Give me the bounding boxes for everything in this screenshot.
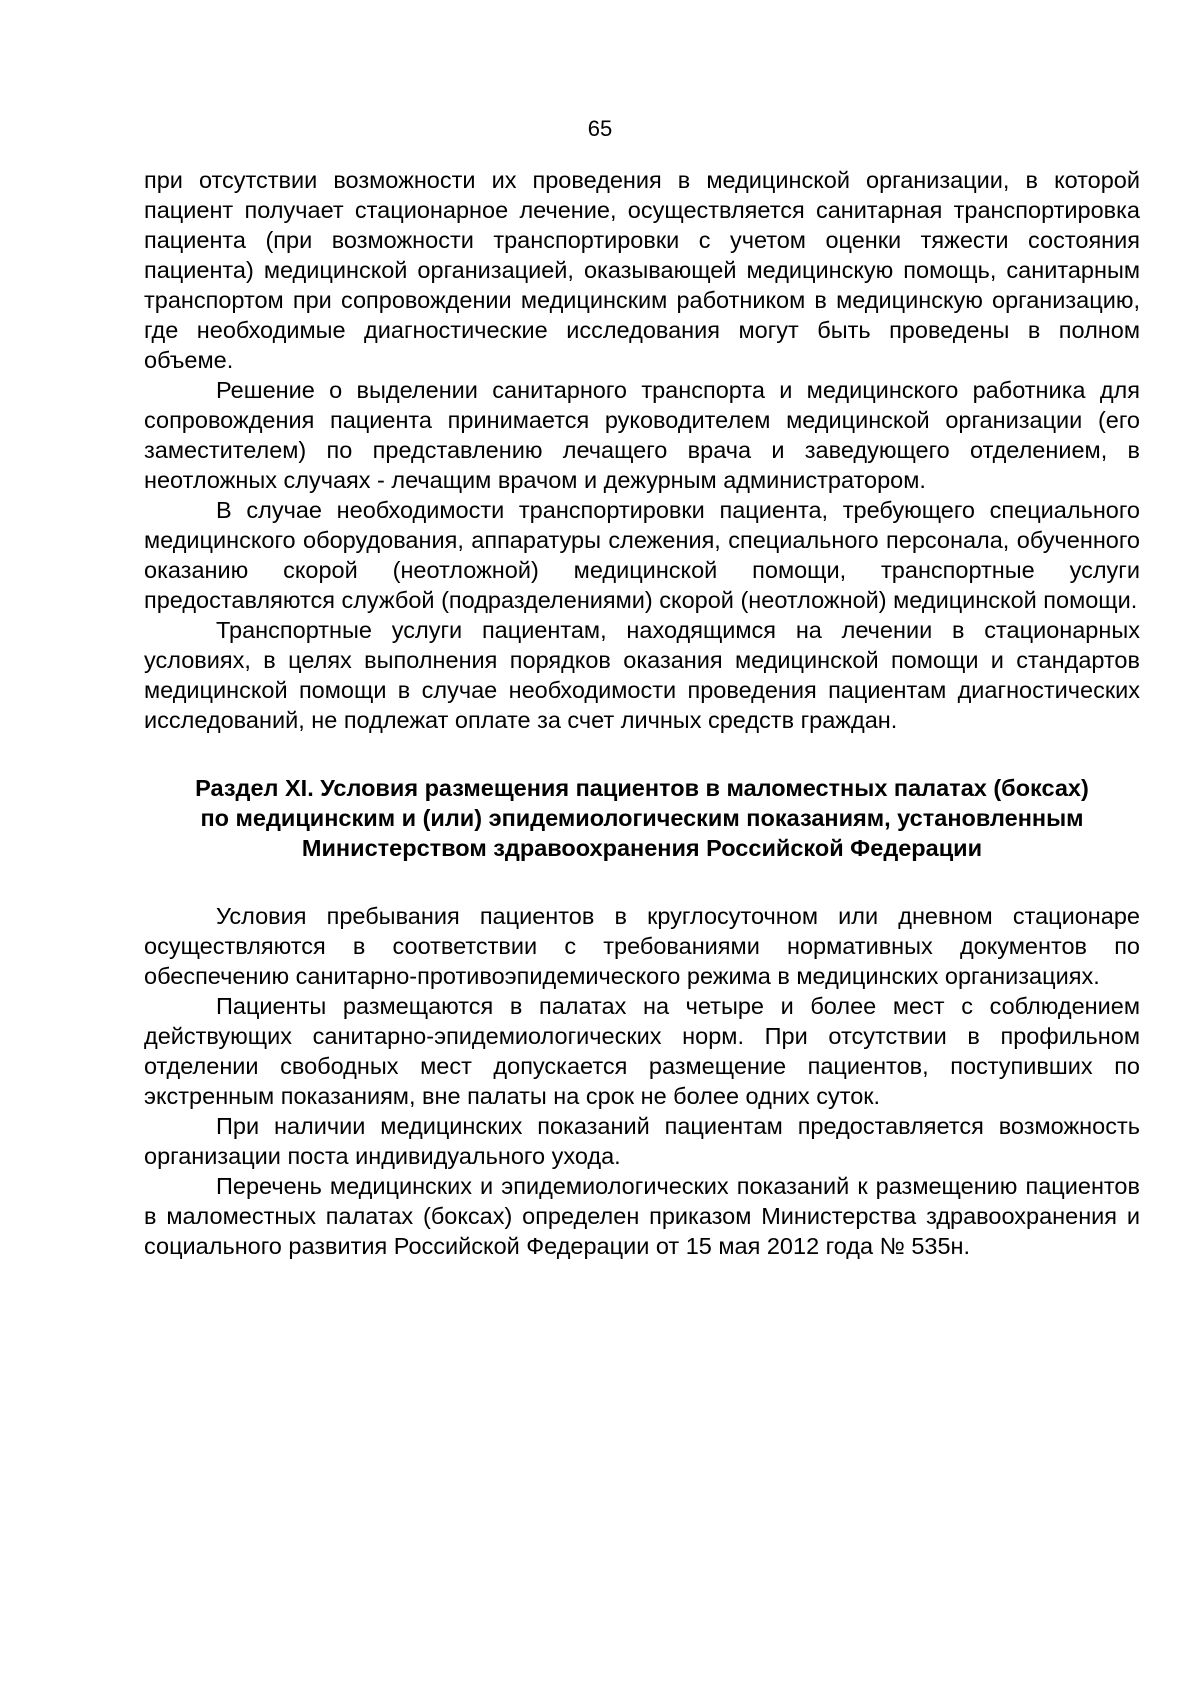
paragraph: При наличии медицинских показаний пациентам предоставляется возможность организации поста индивидуального ухода. bbox=[144, 1113, 1140, 1169]
document-body bbox=[144, 165, 1140, 1261]
paragraph: при отсутствии возможности их проведения в медицинской организации, в которой пациент получает стационарное лечение, осуществляется санитарная транспортировка пациента (при возможности транспортировки с учетом оценки тяжести состояния пациента) медицинской организацией, оказывающей медицинскую помощь, санитарным транспортом при сопровождении медицинским работником в медицинскую организацию, где необходимые диагностические исследования могут быть проведены в полном объеме. bbox=[144, 167, 1140, 373]
section-title-line: Раздел XI. Условия размещения пациентов в маломестных палатах (боксах) bbox=[195, 775, 1089, 801]
section-title-line: Министерством здравоохранения Российской Федерации bbox=[301, 835, 983, 861]
paragraph: Решение о выделении санитарного транспорта и медицинского работника для сопровождения пациента принимается руководителем медицинской организации (его заместителем) по представлению лечащего врача и заведующего отделением, в неотложных случаях - лечащим врачом и дежурным администратором. bbox=[144, 377, 1140, 493]
paragraph: Условия пребывания пациентов в круглосуточном или дневном стационаре осуществляются в соответствии с требованиями нормативных документов по обеспечению санитарно-противоэпидемического режима в медицинских организациях. bbox=[144, 903, 1140, 989]
paragraph: В случае необходимости транспортировки пациента, требующего специального медицинского оборудования, аппаратуры слежения, специального персонала, обученного оказанию скорой (неотложной) медицинской помощи, транспортные услуги предоставляются службой (подразделениями) скорой (неотложной) медицинской помощи. bbox=[144, 497, 1140, 613]
page-number: 65 bbox=[587, 116, 613, 141]
paragraph: Транспортные услуги пациентам, находящимся на лечении в стационарных условиях, в целях выполнения порядков оказания медицинской помощи и стандартов медицинской помощи в случае необходимости проведения пациентам диагностических исследований, не подлежат оплате за счет личных средств граждан. bbox=[144, 617, 1140, 733]
section-title bbox=[144, 773, 1140, 863]
paragraph: Перечень медицинских и эпидемиологических показаний к размещению пациентов в маломестных палатах (боксах) определен приказом Министерства здравоохранения и социального развития Российской Федерации от 15 мая 2012 года № 535н. bbox=[144, 1173, 1140, 1259]
paragraph: Пациенты размещаются в палатах на четыре и более мест с соблюдением действующих санитарно-эпидемиологических норм. При отсутствии в профильном отделении свободных мест допускается размещение пациентов, поступивших по экстренным показаниям, вне палаты на срок не более одних суток. bbox=[144, 993, 1140, 1109]
section-title-line: по медицинским и (или) эпидемиологическим показаниям, установленным bbox=[200, 805, 1084, 831]
